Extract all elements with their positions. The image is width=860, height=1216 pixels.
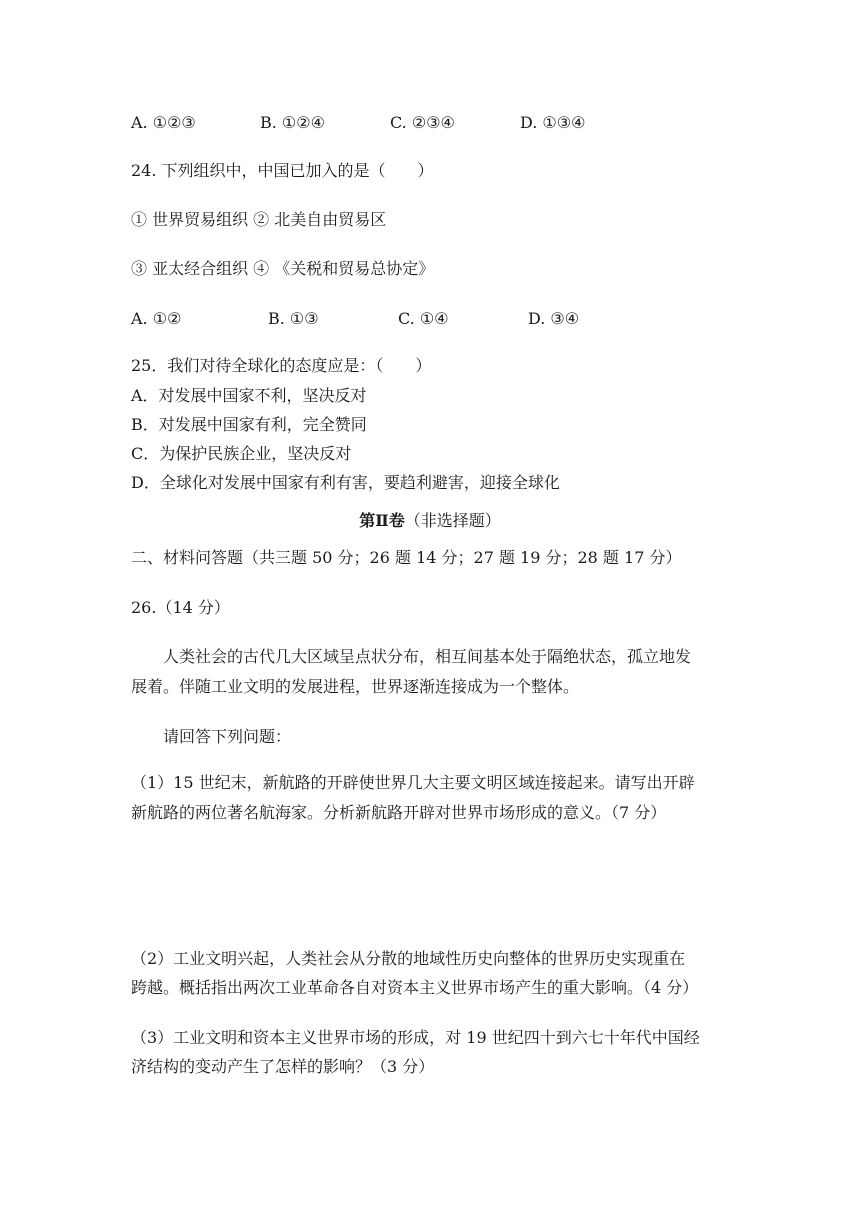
q26-sub3-line-1: （3）工业文明和资本主义世界市场的形成，对 19 世纪四十到六七十年代中国经 [131, 1028, 700, 1047]
q25-stem: 25．我们对待全球化的态度应是：（ ） [131, 356, 432, 375]
q24-items-line-1: ① 世界贸易组织 ② 北美自由贸易区 [131, 210, 387, 229]
section-heading: 二、材料问答题（共三题 50 分；26 题 14 分；27 题 19 分；28 题 17 分） [131, 548, 682, 567]
q26-material-line-1: 人类社会的古代几大区域呈点状分布，相互间基本处于隔绝状态，孤立地发 [163, 647, 692, 666]
q25-option-a: A．对发展中国家不利，坚决反对 [131, 386, 367, 405]
q25-option-c: C．为保护民族企业，坚决反对 [131, 444, 352, 463]
q26-header: 26.（14 分） [131, 598, 230, 617]
q26-sub2-line-1: （2）工业文明兴起，人类社会从分散的地域性历史向整体的世界历史实现重在 [131, 949, 686, 968]
q25-option-d: D．全球化对发展中国家有利有害，要趋利避害，迎接全球化 [131, 473, 560, 492]
q26-material-line-2: 展着。伴随工业文明的发展进程，世界逐渐连接成为一个整体。 [131, 677, 580, 696]
q24-option-c: C. ①④ [398, 309, 449, 328]
q26-sub3-line-2: 济结构的变动产生了怎样的影响？（3 分） [131, 1057, 435, 1076]
q23-option-c: C. ②③④ [390, 113, 455, 132]
q24-option-d: D. ③④ [528, 309, 580, 328]
part-2-title [0, 510, 860, 532]
q24-option-a: A. ①② [131, 309, 182, 328]
q23-option-d: D. ①③④ [520, 113, 586, 132]
q26-sub1-line-2: 新航路的两位著名航海家。分析新航路开辟对世界市场形成的意义。（7 分） [131, 803, 667, 822]
q26-prompt: 请回答下列问题： [163, 727, 292, 746]
q24-items-line-2: ③ 亚太经合组织 ④ 《关税和贸易总协定》 [131, 259, 435, 278]
part-2-title-sub: （非选择题） [404, 511, 501, 530]
part-2-title-main: 第Ⅱ卷 [359, 511, 405, 530]
q24-option-b: B. ①③ [268, 309, 319, 328]
q25-option-b: B．对发展中国家有利，完全赞同 [131, 415, 367, 434]
q23-option-a: A. ①②③ [131, 113, 196, 132]
q26-sub2-line-2: 跨越。概括指出两次工业革命各自对资本主义世界市场产生的重大影响。（4 分） [131, 978, 699, 997]
q23-option-b: B. ①②④ [260, 113, 325, 132]
q24-stem: 24. 下列组织中，中国已加入的是（ ） [131, 161, 434, 180]
q26-sub1-line-1: （1）15 世纪末，新航路的开辟使世界几大主要文明区域连接起来。请写出开辟 [131, 773, 695, 792]
